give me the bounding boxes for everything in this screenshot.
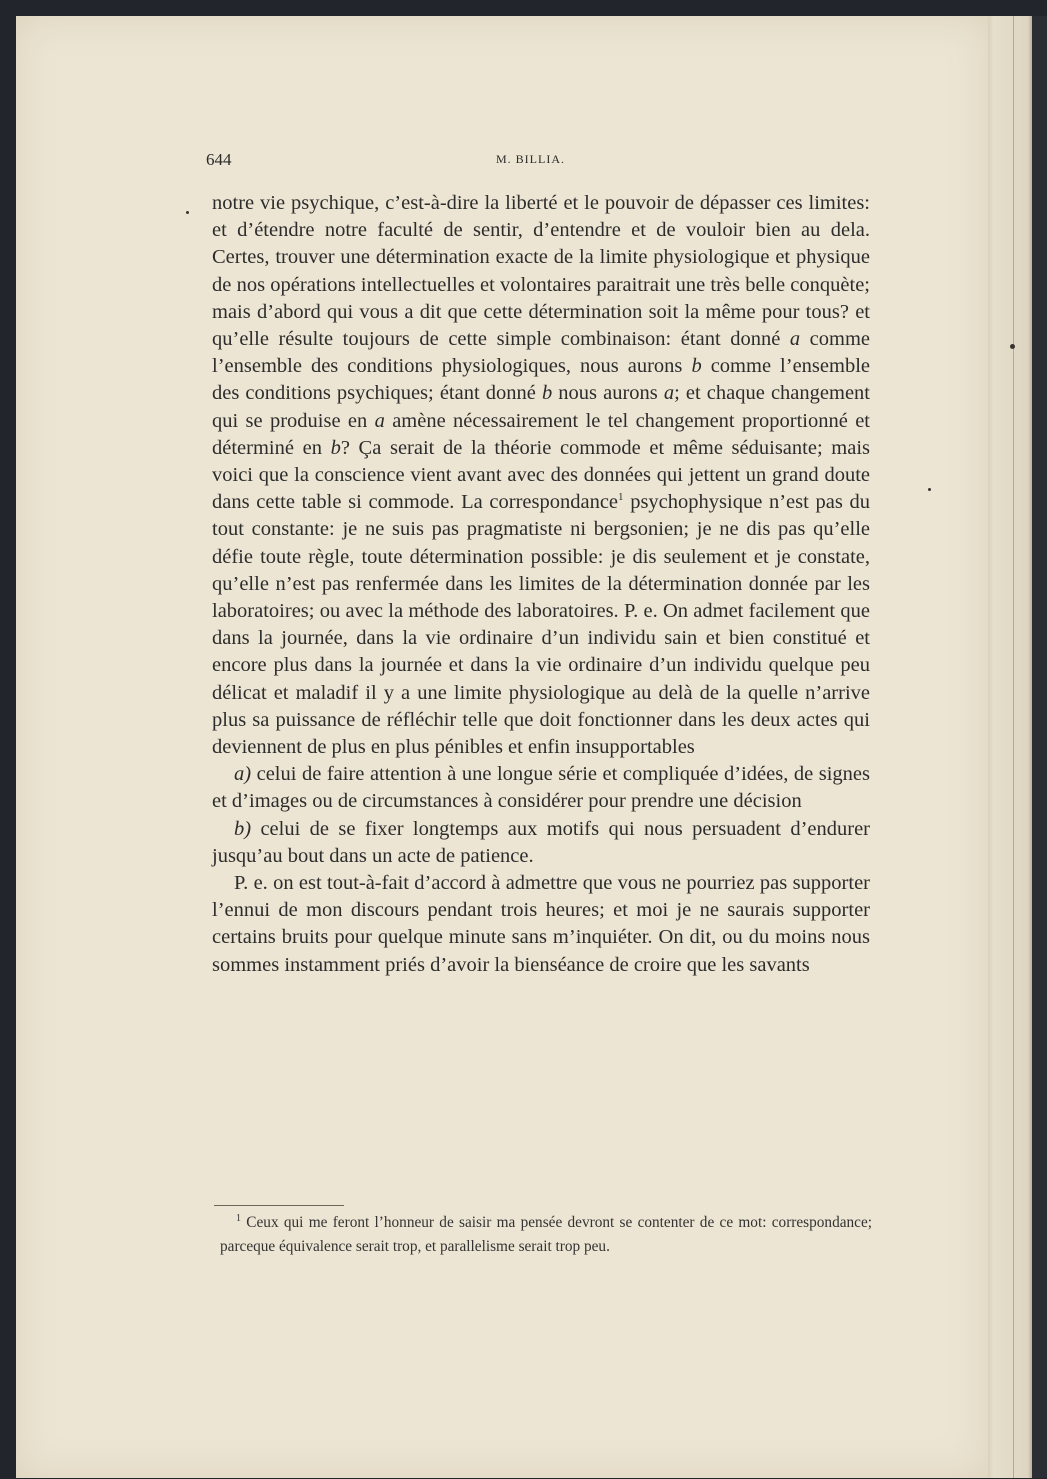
margin-speck xyxy=(928,488,931,491)
page-edge xyxy=(988,16,1032,1478)
footnote-text: Ceux qui me feront l’honneur de saisir ma pensée devront se contenter de ce mot: correspondance; parceque équivalence serait trop, et parallelisme serait trop peu. xyxy=(220,1214,872,1255)
footnote-marker: 1 xyxy=(236,1212,241,1224)
scan-border xyxy=(1032,16,1047,1478)
item-label: a) xyxy=(234,763,252,786)
page-number: 644 xyxy=(206,150,232,169)
text-run: celui de se fixer longtemps aux motifs qui nous persuadent d’endurer jusqu’au bout dans un acte de patience. xyxy=(212,817,870,867)
variable: a xyxy=(789,328,801,351)
footnote-divider xyxy=(214,1205,344,1206)
variable: b xyxy=(691,355,702,378)
text-run: notre vie psychique, c’est-à-dire la liberté et le pouvoir de dépasser ces limites: et d’étendre notre faculté de sentir, d’entendre et de vouloir bien au dela. Certes, trouver une détermination exacte de la limite physiologique et physique de nos opérations intellectuelles et volontaires paraitrait une très belle conquète; mais d’abord qui vous a dit que cette détermination soit la même pour tous? et qu’elle résulte toujours de cette simple combinaison: étant donné xyxy=(212,192,870,351)
paragraph xyxy=(212,190,870,761)
main-text xyxy=(212,190,870,979)
list-item-a xyxy=(212,761,870,815)
item-label: b) xyxy=(234,817,252,840)
text-run: ? Ça serait de la théorie commode et même séduisante; mais voici que la conscience vient avant avec des données qui jettent un grand doute dans cette table si commode. La correspondance xyxy=(212,436,870,514)
text-run: psychophysique n’est pas du tout constante: je ne suis pas pragmatiste ni bergsonien; je ne dis pas qu’elle défie toute règle, toute détermination possible: je dis seulement et je constate, qu’elle n’est pas renfermée dans les limites de la détermination donnée par les laboratoires; ou avec la méthode des laboratoires. P. e. On admet facilement que dans la journée, dans la vie ordinaire d’un individu sain et bien constitué et encore plus dans la journée et dans la vie ordinaire d’un individu quelque peu délicat et maladif il y a une limite physiologique au delà de la quelle n’arrive plus sa puissance de réfléchir telle que doit fonctionner dans les deux actes qui deviennent de plus en plus pénibles et enfin insupportables xyxy=(212,491,870,759)
text-run: comme l’ensemble des conditions physiologiques, nous aurons xyxy=(212,328,870,378)
footnote-reference[interactable]: 1 xyxy=(618,491,624,504)
list-item-b xyxy=(212,816,870,870)
variable: b xyxy=(541,382,553,405)
text-run: amène nécessairement le tel changement proportionné et déterminé en xyxy=(212,409,870,459)
running-head: M. BILLIA. xyxy=(496,152,565,166)
page-edge-line xyxy=(1013,16,1014,1478)
margin-speck xyxy=(1010,344,1015,349)
variable: a xyxy=(663,382,675,405)
text-run: celui de faire attention à une longue série et compliquée d’idées, de signes et d’images ou de circumstances à considérer pour prendre une décision xyxy=(212,763,870,813)
margin-speck xyxy=(186,211,189,214)
variable: a xyxy=(374,409,385,432)
text-run: comme l’ensemble des conditions psychiques; étant donné xyxy=(212,355,870,405)
page-header xyxy=(206,150,871,174)
footnote xyxy=(220,1211,872,1258)
paragraph: P. e. on est tout-à-fait d’accord à admettre que vous ne pourriez pas supporter l’ennui de mon discours pendant trois heures; et moi je ne saurais supporter certains bruits pour quelque minute sans m’inquiéter. On dit, ou du moins nous sommes instamment priés d’avoir la bienséance de croire que les savants xyxy=(212,872,870,976)
text-run: nous aurons xyxy=(552,382,664,405)
text-run: ; et chaque changement qui se produise en xyxy=(212,382,870,432)
variable: b xyxy=(330,436,341,459)
